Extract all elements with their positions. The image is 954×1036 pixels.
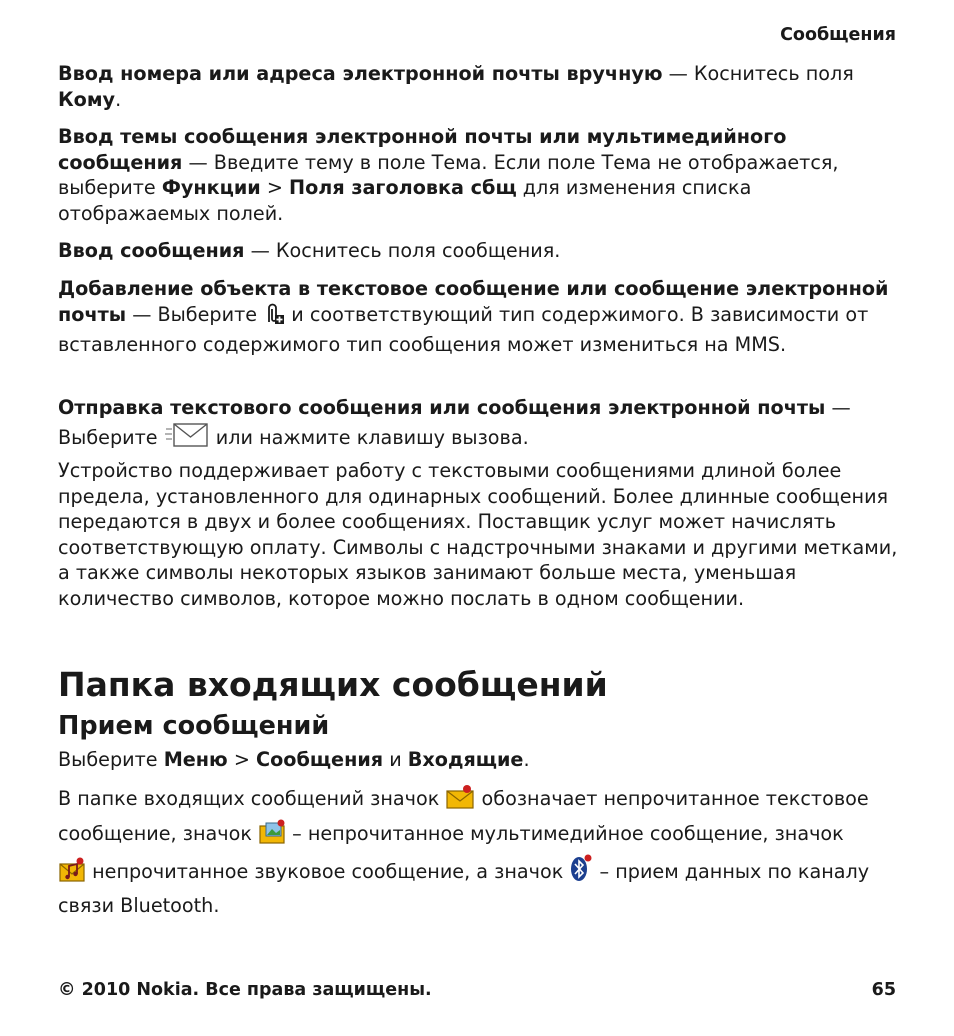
attach-icon xyxy=(263,302,285,333)
inbox-icons-paragraph xyxy=(58,784,903,920)
running-title: Сообщения xyxy=(780,25,896,45)
period: . xyxy=(115,87,122,111)
body-paragraph: Устройство поддерживает работу с текстовыми сообщениями длиной более предела, установленного для одинарных сообщений. Более длинные сообщения передаются в двух и более сообщениях. Поставщик услуг может начислять соответствующую оплату. Символы с надстрочными знаками и другими метками, а также символы некоторых языков занимают больше места, уменьшая количество символов, которое можно послать в одном сообщении. xyxy=(58,459,898,610)
menu-path xyxy=(58,747,903,773)
dash: — xyxy=(182,150,214,174)
inbox-text: – прием данных по каналу связи Bluetooth. xyxy=(58,860,870,917)
item-text: Коснитесь поля xyxy=(693,62,854,85)
dash: — xyxy=(662,62,694,85)
item-term: Отправка текстового сообщения или сообщения электронной почты xyxy=(58,396,826,419)
item-text: для изменения списка отображаемых полей. xyxy=(58,176,752,225)
item-text: Выберите xyxy=(58,425,164,449)
item-text: Коснитесь поля сообщения. xyxy=(275,239,561,262)
page-number: 65 xyxy=(871,980,896,1000)
item-term: Ввод сообщения xyxy=(58,239,245,262)
item-term: Ввод темы сообщения электронной почты или мультимедийного сообщения xyxy=(58,125,787,174)
inbox-text: обозначает непрочитанное текстовое сообщение, значок xyxy=(58,787,869,845)
send-envelope-icon xyxy=(164,421,210,456)
inbox-text: – непрочитанное мультимедийное сообщение, значок xyxy=(286,821,844,845)
item-term: Добавление объекта в текстовое сообщение или сообщение электронной почты xyxy=(58,277,889,326)
item-add-object xyxy=(58,276,903,358)
field-name: Кому xyxy=(58,87,116,111)
path-separator: > xyxy=(227,748,256,771)
item-text: или нажмите клавишу вызова. xyxy=(209,425,529,449)
copyright: © 2010 Nokia. Все права защищены. xyxy=(58,980,432,1000)
and-text: и xyxy=(383,748,408,771)
inbox-text: В папке входящих сообщений значок xyxy=(58,787,446,810)
item-subject xyxy=(58,124,903,226)
menu-path-functions: Функции xyxy=(161,176,261,200)
subsection-title: Прием сообщений xyxy=(58,711,330,741)
menu-path-menu: Меню xyxy=(163,748,228,771)
item-text: и соответствующий тип содержимого. В зависимости от вставленного содержимого тип сообщения может измениться на MMS. xyxy=(58,302,869,357)
unread-sms-icon xyxy=(445,784,475,819)
item-manual-address xyxy=(58,61,903,112)
unread-mms-icon xyxy=(258,819,286,854)
section-title: Папка входящих сообщений xyxy=(58,665,608,704)
dash: — xyxy=(825,396,851,419)
dash: — xyxy=(126,302,158,326)
item-text: Введите тему в поле Тема. Если поле Тема не отображается, выберите xyxy=(58,150,839,200)
item-text: Выберите xyxy=(157,302,264,326)
period: . xyxy=(523,748,530,771)
select-text: Выберите xyxy=(58,748,164,771)
menu-path-header-fields: Поля заголовка сбщ xyxy=(289,176,517,200)
unread-audio-icon xyxy=(58,857,86,892)
menu-path-messages: Сообщения xyxy=(256,748,384,771)
path-separator: > xyxy=(260,176,290,200)
inbox-text: непрочитанное звуковое сообщение, а значок xyxy=(86,860,570,883)
menu-path-inbox: Входящие xyxy=(407,748,524,771)
dash: — xyxy=(244,239,276,262)
bluetooth-data-icon xyxy=(569,853,593,892)
item-send-message xyxy=(58,395,903,455)
item-enter-message xyxy=(58,238,903,264)
item-term: Ввод номера или адреса электронной почты вручную xyxy=(58,62,663,85)
